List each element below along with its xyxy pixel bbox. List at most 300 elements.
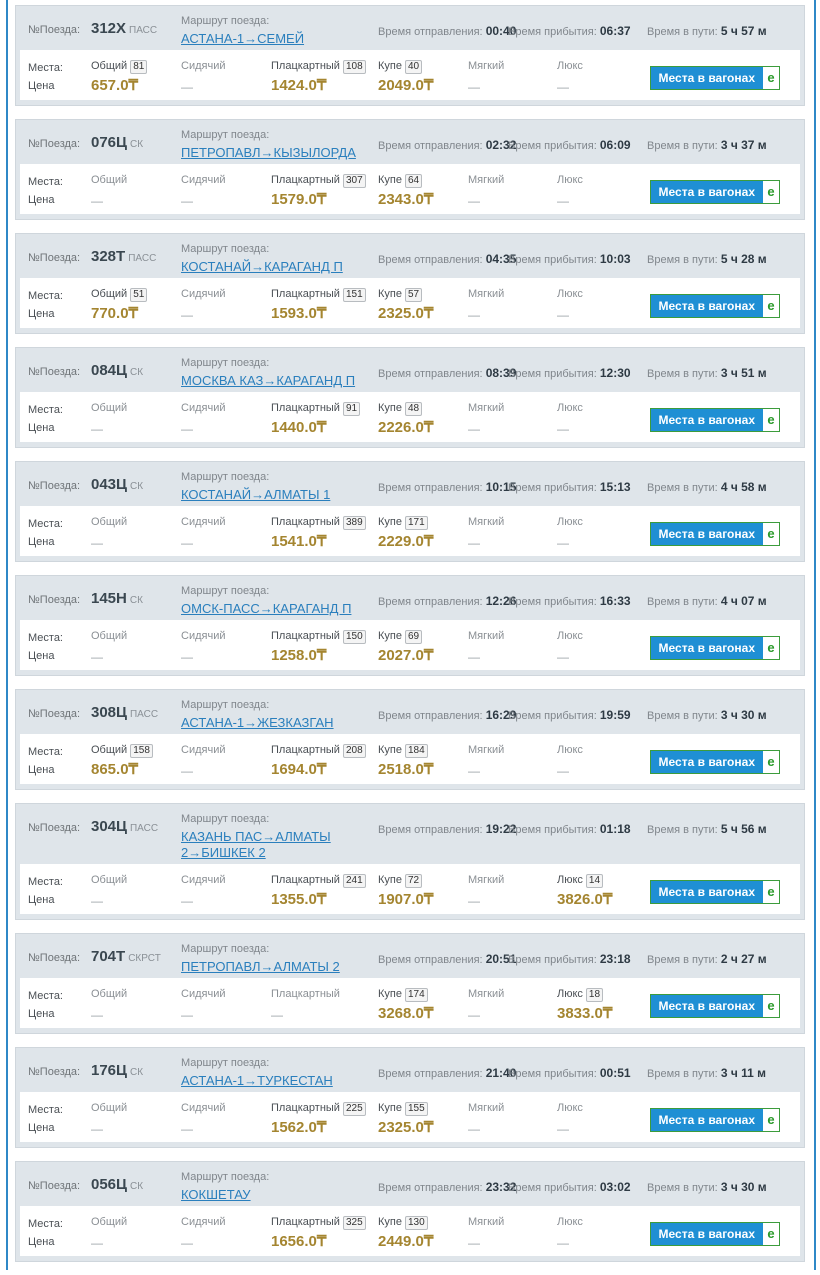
price-unavailable: — xyxy=(557,650,569,664)
route-label: Маршрут поезда: xyxy=(181,699,270,711)
class-name xyxy=(271,744,366,758)
class-label: Сидячий xyxy=(181,744,226,756)
class-label: Плацкартный xyxy=(271,1216,340,1228)
route-link[interactable]: КОСТАНАЙ→АЛМАТЫ 1 xyxy=(181,487,331,502)
train-number-label: №Поезда: xyxy=(28,708,81,720)
class-name xyxy=(468,1102,504,1114)
class-price: 2325.0₸ xyxy=(378,305,434,322)
class-name xyxy=(91,288,147,302)
class-name xyxy=(557,174,583,186)
duration-label: Время в пути: xyxy=(647,368,718,380)
arrival-label: Время прибытия: xyxy=(508,254,597,266)
price-label: Цена xyxy=(28,650,55,662)
class-price: 2343.0₸ xyxy=(378,191,434,208)
e-ticket-icon: e xyxy=(767,70,775,85)
seat-count-badge: 307 xyxy=(343,174,366,188)
train-number-label: №Поезда: xyxy=(28,822,81,834)
price-unavailable: — xyxy=(557,80,569,94)
class-name xyxy=(468,516,504,528)
arrival-info xyxy=(508,1180,631,1194)
route-label: Маршрут поезда: xyxy=(181,129,270,141)
class-name xyxy=(557,60,583,72)
wagon-seats-button[interactable] xyxy=(650,294,780,318)
class-label: Мягкий xyxy=(468,288,505,300)
duration-label: Время в пути: xyxy=(647,1068,718,1080)
departure-time: 00:40 xyxy=(485,24,517,38)
arrival-label: Время прибытия: xyxy=(508,954,597,966)
seats-panel xyxy=(20,1206,800,1256)
route-label: Маршрут поезда: xyxy=(181,1171,270,1183)
departure-info xyxy=(378,1180,516,1194)
right-border-line xyxy=(814,0,816,1270)
seats-panel xyxy=(20,620,800,670)
departure-time: 20:51 xyxy=(485,952,517,966)
departure-info xyxy=(378,708,516,722)
class-name xyxy=(181,874,225,886)
price-unavailable: — xyxy=(91,1008,103,1022)
departure-info xyxy=(378,24,516,38)
wagon-seats-button[interactable] xyxy=(650,522,780,546)
duration-label: Время в пути: xyxy=(647,26,718,38)
class-name xyxy=(271,630,366,644)
e-ticket-icon: e xyxy=(767,754,775,769)
wagon-seats-button-label[interactable]: Места в вагонах xyxy=(651,409,763,431)
departure-info xyxy=(378,594,516,608)
duration-label: Время в пути: xyxy=(647,1182,718,1194)
class-price: 2229.0₸ xyxy=(378,533,434,550)
departure-label: Время отправления: xyxy=(378,140,483,152)
class-label: Общий xyxy=(91,60,128,72)
class-name xyxy=(181,402,225,414)
train-card xyxy=(15,933,805,1034)
seat-count-badge: 48 xyxy=(405,402,422,416)
price-label: Цена xyxy=(28,422,55,434)
class-name xyxy=(181,988,225,1000)
class-name xyxy=(271,288,366,302)
class-price: 1579.0₸ xyxy=(271,191,327,208)
arrival-time: 03:02 xyxy=(599,1180,631,1194)
e-ticket-icon: e xyxy=(767,526,775,541)
seat-count-badge: 155 xyxy=(405,1102,428,1116)
class-label: Мягкий xyxy=(468,1102,505,1114)
duration-info xyxy=(647,252,767,266)
duration-info xyxy=(647,952,767,966)
price-unavailable: — xyxy=(181,422,193,436)
class-name xyxy=(557,988,603,1002)
arrival-label: Время прибытия: xyxy=(508,26,597,38)
price-label: Цена xyxy=(28,1122,55,1134)
arrival-time: 06:09 xyxy=(599,138,631,152)
class-name xyxy=(378,874,422,888)
duration-value: 2 ч 27 м xyxy=(720,952,767,966)
seat-count-badge: 64 xyxy=(405,174,422,188)
duration-value: 3 ч 37 м xyxy=(720,138,767,152)
departure-time: 19:22 xyxy=(485,822,517,836)
departure-label: Время отправления: xyxy=(378,596,483,608)
route-link[interactable]: АСТАНА-1→ЖЕЗКАЗГАН xyxy=(181,715,334,730)
price-label: Цена xyxy=(28,536,55,548)
left-border-line xyxy=(6,0,8,1270)
train-number-label: №Поезда: xyxy=(28,1180,81,1192)
arrival-label: Время прибытия: xyxy=(508,596,597,608)
class-label: Купе xyxy=(378,744,402,756)
class-price: 2049.0₸ xyxy=(378,77,434,94)
seats-label: Места: xyxy=(28,632,63,644)
class-name xyxy=(271,1102,366,1116)
price-unavailable: — xyxy=(181,764,193,778)
wagon-seats-button[interactable] xyxy=(650,1108,780,1132)
class-name xyxy=(378,60,422,74)
class-name xyxy=(91,174,127,186)
train-number-value: 176Ц xyxy=(91,1062,127,1079)
arrival-info xyxy=(508,138,631,152)
price-unavailable: — xyxy=(91,1122,103,1136)
departure-label: Время отправления: xyxy=(378,482,483,494)
train-number xyxy=(91,20,157,37)
seats-label: Места: xyxy=(28,746,63,758)
arrival-label: Время прибытия: xyxy=(508,140,597,152)
train-header xyxy=(16,6,804,53)
seats-panel xyxy=(20,978,800,1028)
class-label: Общий xyxy=(91,988,128,1000)
class-name xyxy=(91,988,127,1000)
seats-label: Места: xyxy=(28,1218,63,1230)
class-label: Сидячий xyxy=(181,288,226,300)
price-unavailable: — xyxy=(468,894,480,908)
class-name xyxy=(91,744,153,758)
train-number-label: №Поезда: xyxy=(28,594,81,606)
class-name xyxy=(468,988,504,1000)
departure-label: Время отправления: xyxy=(378,254,483,266)
arrival-time: 00:51 xyxy=(599,1066,631,1080)
seat-count-badge: 40 xyxy=(405,60,422,74)
train-card xyxy=(15,575,805,676)
class-name xyxy=(181,174,225,186)
route-link[interactable]: МОСКВА КАЗ→КАРАГАНД П xyxy=(181,373,356,388)
duration-info xyxy=(647,822,767,836)
duration-value: 3 ч 51 м xyxy=(720,366,767,380)
route-link[interactable]: КОСТАНАЙ→КАРАГАНД П xyxy=(181,259,343,274)
wagon-seats-button[interactable] xyxy=(650,1222,780,1246)
class-label: Общий xyxy=(91,402,128,414)
class-name xyxy=(378,1102,428,1116)
departure-time: 16:29 xyxy=(485,708,517,722)
train-card xyxy=(15,1047,805,1148)
class-label: Плацкартный xyxy=(271,402,340,414)
train-card xyxy=(15,803,805,920)
e-ticket-icon: e xyxy=(767,1226,775,1241)
class-label: Мягкий xyxy=(468,60,505,72)
price-unavailable: — xyxy=(181,194,193,208)
class-name xyxy=(468,288,504,300)
class-name xyxy=(91,402,127,414)
train-card xyxy=(15,233,805,334)
class-label: Купе xyxy=(378,288,402,300)
route-link[interactable]: КАЗАНЬ ПАС→АЛМАТЫ 2→БИШКЕК 2 xyxy=(181,829,331,860)
class-name xyxy=(557,288,583,300)
departure-time: 08:39 xyxy=(485,366,517,380)
route-link[interactable]: ПЕТРОПАВЛ→КЫЗЫЛОРДА xyxy=(181,145,356,160)
price-label: Цена xyxy=(28,194,55,206)
class-label: Плацкартный xyxy=(271,630,340,642)
class-name xyxy=(557,1216,583,1228)
class-name xyxy=(557,1102,583,1114)
class-price: 2027.0₸ xyxy=(378,647,434,664)
train-number-value: 084Ц xyxy=(91,362,127,379)
wagon-seats-button[interactable] xyxy=(650,750,780,774)
train-number-label: №Поезда: xyxy=(28,252,81,264)
duration-value: 3 ч 11 м xyxy=(720,1066,767,1080)
duration-info xyxy=(647,138,767,152)
train-number-value: 304Ц xyxy=(91,818,127,835)
route-label: Маршрут поезда: xyxy=(181,243,270,255)
price-unavailable: — xyxy=(181,536,193,550)
arrival-info xyxy=(508,708,631,722)
train-number-value: 308Ц xyxy=(91,704,127,721)
class-label: Люкс xyxy=(557,874,583,886)
price-unavailable: — xyxy=(468,1122,480,1136)
route-link[interactable]: КОКШЕТАУ xyxy=(181,1187,251,1202)
departure-label: Время отправления: xyxy=(378,26,483,38)
train-type: СК xyxy=(129,1181,144,1192)
wagon-seats-button-label[interactable]: Места в вагонах xyxy=(651,67,763,89)
train-card xyxy=(15,119,805,220)
duration-value: 5 ч 57 м xyxy=(720,24,767,38)
wagon-seats-button-label[interactable]: Места в вагонах xyxy=(651,995,763,1017)
seat-count-badge: 208 xyxy=(343,744,366,758)
arrival-label: Время прибытия: xyxy=(508,1182,597,1194)
class-name xyxy=(271,174,366,188)
departure-info xyxy=(378,952,516,966)
wagon-seats-button-label[interactable]: Места в вагонах xyxy=(651,1223,763,1245)
price-unavailable: — xyxy=(181,1122,193,1136)
price-label: Цена xyxy=(28,308,55,320)
train-number-value: 145Н xyxy=(91,590,127,607)
train-number-value: 312Х xyxy=(91,20,127,37)
arrival-info xyxy=(508,480,631,494)
class-label: Мягкий xyxy=(468,874,505,886)
class-name xyxy=(378,402,422,416)
class-label: Общий xyxy=(91,516,128,528)
train-number-label: №Поезда: xyxy=(28,952,81,964)
class-label: Мягкий xyxy=(468,402,505,414)
class-label: Сидячий xyxy=(181,1102,226,1114)
e-ticket-icon: e xyxy=(767,998,775,1013)
departure-label: Время отправления: xyxy=(378,1182,483,1194)
seats-label: Места: xyxy=(28,62,63,74)
class-label: Плацкартный xyxy=(271,60,340,72)
price-unavailable: — xyxy=(468,1236,480,1250)
departure-info xyxy=(378,138,516,152)
seat-count-badge: 150 xyxy=(343,630,366,644)
duration-label: Время в пути: xyxy=(647,954,718,966)
price-label: Цена xyxy=(28,764,55,776)
wagon-seats-button-label[interactable]: Места в вагонах xyxy=(651,181,763,203)
wagon-seats-button-label[interactable]: Места в вагонах xyxy=(651,881,763,903)
class-name xyxy=(181,288,225,300)
seats-panel xyxy=(20,506,800,556)
seats-panel xyxy=(20,864,800,914)
seats-panel xyxy=(20,1092,800,1142)
duration-info xyxy=(647,1066,766,1080)
arrival-label: Время прибытия: xyxy=(508,1068,597,1080)
class-price: 1562.0₸ xyxy=(271,1119,327,1136)
class-name xyxy=(91,60,147,74)
seats-label: Места: xyxy=(28,176,63,188)
seat-count-badge: 225 xyxy=(343,1102,366,1116)
price-unavailable: — xyxy=(468,650,480,664)
class-label: Сидячий xyxy=(181,874,226,886)
seat-count-badge: 151 xyxy=(343,288,366,302)
class-name xyxy=(91,1216,127,1228)
class-name xyxy=(181,630,225,642)
seat-count-badge: 91 xyxy=(343,402,360,416)
class-name xyxy=(91,630,127,642)
route-link[interactable]: ПЕТРОПАВЛ→АЛМАТЫ 2 xyxy=(181,959,340,974)
wagon-seats-button-label[interactable]: Места в вагонах xyxy=(651,1109,763,1131)
arrival-time: 19:59 xyxy=(599,708,631,722)
price-unavailable: — xyxy=(468,1008,480,1022)
arrival-label: Время прибытия: xyxy=(508,824,597,836)
class-name xyxy=(181,1102,225,1114)
price-unavailable: — xyxy=(468,80,480,94)
duration-label: Время в пути: xyxy=(647,710,718,722)
train-number-value: 043Ц xyxy=(91,476,127,493)
duration-info xyxy=(647,1180,767,1194)
class-label: Купе xyxy=(378,1216,402,1228)
price-label: Цена xyxy=(28,894,55,906)
price-unavailable: — xyxy=(557,1236,569,1250)
duration-label: Время в пути: xyxy=(647,596,718,608)
class-name xyxy=(378,744,428,758)
route-link[interactable]: АСТАНА-1→ТУРКЕСТАН xyxy=(181,1073,333,1088)
train-header xyxy=(16,576,804,623)
seat-count-badge: 184 xyxy=(405,744,428,758)
train-card xyxy=(15,689,805,790)
seat-count-badge: 18 xyxy=(586,988,603,1002)
arrival-label: Время прибытия: xyxy=(508,368,597,380)
wagon-seats-button[interactable] xyxy=(650,408,780,432)
route-link[interactable]: ОМСК-ПАСС→КАРАГАНД П xyxy=(181,601,352,616)
train-number xyxy=(91,134,143,151)
seat-count-badge: 241 xyxy=(343,874,366,888)
price-unavailable: — xyxy=(181,308,193,322)
class-price: 2449.0₸ xyxy=(378,1233,434,1250)
wagon-seats-button[interactable] xyxy=(650,994,780,1018)
seats-label: Места: xyxy=(28,518,63,530)
e-ticket-icon: e xyxy=(767,412,775,427)
seats-label: Места: xyxy=(28,876,63,888)
wagon-seats-button[interactable] xyxy=(650,66,780,90)
departure-label: Время отправления: xyxy=(378,954,483,966)
class-label: Люкс xyxy=(557,60,583,72)
class-label: Люкс xyxy=(557,516,583,528)
class-label: Сидячий xyxy=(181,174,226,186)
train-header xyxy=(16,1048,804,1095)
class-label: Общий xyxy=(91,744,128,756)
seat-count-badge: 174 xyxy=(405,988,428,1002)
class-price: 657.0₸ xyxy=(91,77,139,94)
class-label: Купе xyxy=(378,988,402,1000)
seat-count-badge: 14 xyxy=(586,874,603,888)
arrival-time: 10:03 xyxy=(599,252,631,266)
seat-count-badge: 325 xyxy=(343,1216,366,1230)
class-label: Плацкартный xyxy=(271,988,340,1000)
duration-info xyxy=(647,594,767,608)
class-name xyxy=(557,744,583,756)
duration-value: 5 ч 56 м xyxy=(720,822,767,836)
duration-value: 4 ч 07 м xyxy=(720,594,767,608)
price-unavailable: — xyxy=(557,1122,569,1136)
duration-value: 5 ч 28 м xyxy=(720,252,767,266)
wagon-seats-button[interactable] xyxy=(650,880,780,904)
train-type: ПАСС xyxy=(129,709,159,720)
wagon-seats-button-label[interactable]: Места в вагонах xyxy=(651,523,763,545)
wagon-seats-button-label[interactable]: Места в вагонах xyxy=(651,751,763,773)
class-label: Общий xyxy=(91,874,128,886)
class-name xyxy=(181,516,225,528)
wagon-seats-button[interactable] xyxy=(650,636,780,660)
duration-info xyxy=(647,708,767,722)
class-price: 1907.0₸ xyxy=(378,891,434,908)
train-number xyxy=(91,476,143,493)
seat-count-badge: 389 xyxy=(343,516,366,530)
class-label: Люкс xyxy=(557,1102,583,1114)
price-unavailable: — xyxy=(181,1236,193,1250)
wagon-seats-button-label[interactable]: Места в вагонах xyxy=(651,637,763,659)
route-link[interactable]: АСТАНА-1→СЕМЕЙ xyxy=(181,31,305,46)
price-unavailable: — xyxy=(468,764,480,778)
class-label: Сидячий xyxy=(181,60,226,72)
departure-label: Время отправления: xyxy=(378,710,483,722)
seat-count-badge: 81 xyxy=(130,60,147,74)
seats-label: Места: xyxy=(28,290,63,302)
train-card xyxy=(15,1161,805,1262)
class-label: Мягкий xyxy=(468,630,505,642)
train-type: СК xyxy=(129,139,144,150)
seat-count-badge: 51 xyxy=(130,288,147,302)
train-number xyxy=(91,248,156,265)
duration-label: Время в пути: xyxy=(647,140,718,152)
class-name xyxy=(557,402,583,414)
e-ticket-icon: e xyxy=(767,298,775,313)
departure-time: 12:26 xyxy=(485,594,517,608)
train-type: СК xyxy=(129,1067,144,1078)
class-price: 865.0₸ xyxy=(91,761,139,778)
wagon-seats-button-label[interactable]: Места в вагонах xyxy=(651,295,763,317)
seats-label: Места: xyxy=(28,404,63,416)
class-label: Мягкий xyxy=(468,516,505,528)
class-label: Люкс xyxy=(557,174,583,186)
class-price: 770.0₸ xyxy=(91,305,139,322)
departure-time: 10:15 xyxy=(485,480,517,494)
class-label: Плацкартный xyxy=(271,516,340,528)
train-number-label: №Поезда: xyxy=(28,366,81,378)
wagon-seats-button[interactable] xyxy=(650,180,780,204)
seats-label: Места: xyxy=(28,1104,63,1116)
price-unavailable: — xyxy=(557,764,569,778)
train-type: ПАСС xyxy=(129,823,159,834)
class-label: Мягкий xyxy=(468,744,505,756)
price-label: Цена xyxy=(28,1236,55,1248)
class-name xyxy=(271,1216,366,1230)
price-unavailable: — xyxy=(91,650,103,664)
duration-label: Время в пути: xyxy=(647,254,718,266)
arrival-time: 01:18 xyxy=(599,822,631,836)
class-label: Мягкий xyxy=(468,1216,505,1228)
arrival-info xyxy=(508,252,631,266)
class-name xyxy=(91,874,127,886)
